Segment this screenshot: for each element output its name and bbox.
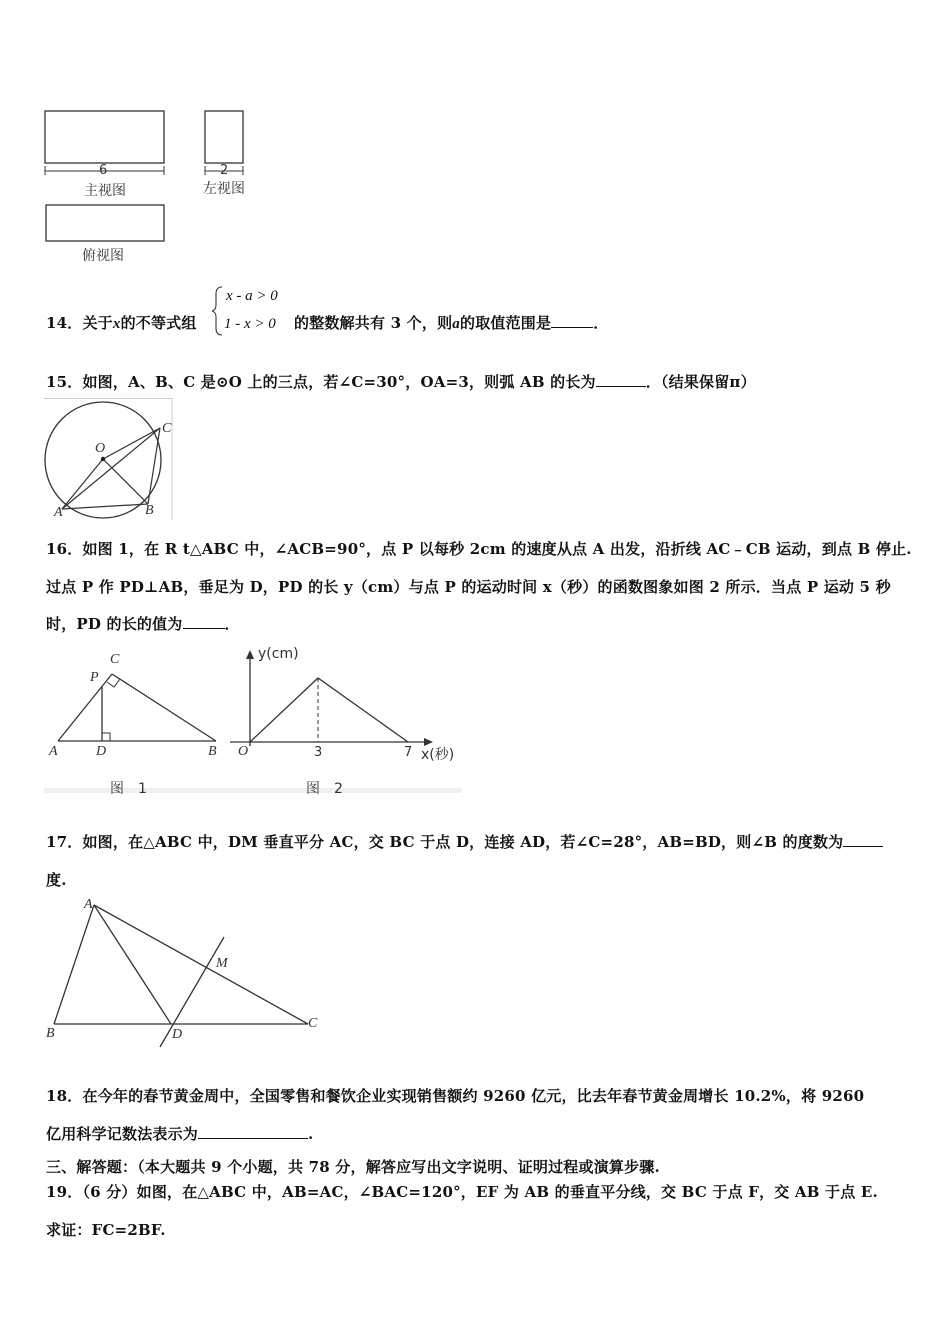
segment-ob xyxy=(103,459,148,504)
q15-answer-blank xyxy=(596,372,646,387)
right-angle-d xyxy=(102,733,110,741)
fig-label-a: A xyxy=(84,897,93,912)
fig2-caption: 图 2 xyxy=(306,781,343,797)
q14-var-x: x xyxy=(112,316,121,332)
top-view-rect xyxy=(46,205,164,241)
fig2-origin: O xyxy=(238,744,249,759)
q19-line2: 求证：FC=2BF. xyxy=(46,1221,166,1239)
q17-line1: 17．如图，在△ABC 中，DM 垂直平分 AC，交 BC 于点 D，连接 AD，若∠C=28°，AB=BD，则∠B 的度数为 xyxy=(46,833,844,851)
segment-ac xyxy=(62,428,160,509)
side-view-dim: 2 xyxy=(220,163,229,178)
label-o: O xyxy=(95,441,106,456)
fig1-label-b: B xyxy=(208,744,217,759)
q19-line1: 19．（6 分）如图，在△ABC 中，AB=AC，∠BAC=120°，EF 为 AB 的垂直平分线，交 BC 于点 F，交 AB 于点 E. xyxy=(46,1183,878,1201)
front-view-dim: 6 xyxy=(99,163,108,178)
segment-oa xyxy=(62,459,103,509)
q16-line1: 16．如图 1，在 R t△ABC 中，∠ACB=90°，点 P 以每秒 2cm 的速度从点 A 出发，沿折线 AC﹣CB 运动，到点 B 停止. xyxy=(46,540,912,558)
graph-line xyxy=(250,678,408,742)
q15-end: ．（结果保留π） xyxy=(645,373,756,391)
q14-post2: 的取值范围是 xyxy=(460,314,552,332)
fig1-label-p: P xyxy=(90,670,99,685)
segment-oc xyxy=(103,428,160,459)
q16-line3: 时，PD 的长的值为 xyxy=(46,615,183,633)
side-view-rect xyxy=(205,111,243,163)
fig-label-c: C xyxy=(308,1016,318,1031)
fig1-label-a: A xyxy=(49,744,58,759)
line-dm xyxy=(160,937,224,1047)
triangle-figure xyxy=(44,893,344,1053)
q16-end: ． xyxy=(224,615,240,633)
fig1-label-c: C xyxy=(110,652,120,667)
front-view-label: 主视图 xyxy=(84,183,126,199)
circle-figure xyxy=(44,398,174,522)
side-cb xyxy=(112,674,216,741)
label-c: C xyxy=(162,421,172,436)
q16-line3-wrap xyxy=(46,613,240,634)
q15-text: 15．如图，A、B、C 是⊙O 上的三点，若∠C=30°，OA=3，则弧 AB 的长为 xyxy=(46,373,596,391)
fig-bg-strip xyxy=(44,788,462,793)
q16-line2: 过点 P 作 PD⊥AB，垂足为 D，PD 的长 y（cm）与点 P 的运动时间 x（秒）的函数图象如图 2 所示．当点 P 运动 5 秒 xyxy=(46,578,891,596)
side-ac xyxy=(94,905,308,1024)
q18-answer-blank xyxy=(198,1124,308,1139)
q14-inequality-1: x - a > 0 xyxy=(226,288,278,304)
q18-line2: 亿用科学记数法表示为 xyxy=(46,1125,199,1143)
fig-label-b: B xyxy=(46,1026,55,1041)
q14-inequality-2: 1 - x > 0 xyxy=(224,316,276,332)
fig2-tick-7: 7 xyxy=(404,745,413,760)
q14-mid: 的不等式组 xyxy=(120,314,197,332)
brace-path xyxy=(212,287,222,335)
q14-answer-blank xyxy=(551,313,593,328)
fig-label-d: D xyxy=(172,1027,183,1042)
fig2-ylabel: y(cm) xyxy=(258,646,299,662)
label-a: A xyxy=(54,505,63,520)
fig2-tick-3: 3 xyxy=(314,745,323,760)
q16-figure-1 xyxy=(44,648,464,798)
side-ab xyxy=(54,905,94,1024)
side-ac xyxy=(58,674,112,741)
q18-line1: 18．在今年的春节黄金周中，全国零售和餐饮企业实现销售额约 9260 亿元，比去年春节黄金周增长 10.2%，将 9260 xyxy=(46,1087,865,1105)
center-dot xyxy=(101,457,105,461)
fig1-caption: 图 1 xyxy=(110,781,147,797)
q16-answer-blank xyxy=(183,614,225,629)
front-view-rect xyxy=(45,111,164,163)
section-3-heading: 三、解答题：（本大题共 9 个小题，共 78 分，解答应写出文字说明、证明过程或演算步骤. xyxy=(46,1158,660,1176)
fig1-label-d: D xyxy=(96,744,107,759)
y-axis-arrow xyxy=(246,650,254,659)
q17-answer-blank xyxy=(843,832,883,847)
q14-brace xyxy=(212,286,224,336)
label-b: B xyxy=(145,503,154,518)
q17-line1-wrap xyxy=(46,831,883,852)
q14-post1: 的整数解共有 3 个，则 xyxy=(294,314,453,332)
q14-var-a: a xyxy=(452,316,460,332)
fig2-xlabel: x(秒) xyxy=(421,747,455,763)
question-14-cont xyxy=(294,312,608,333)
q14-end: ． xyxy=(593,314,609,332)
fig-label-m: M xyxy=(216,956,228,971)
top-view-label: 俯视图 xyxy=(82,248,124,264)
right-angle-c xyxy=(107,679,120,687)
three-views-drawing xyxy=(40,105,300,275)
q14-pre: 14．关于 xyxy=(46,314,113,332)
q18-end: . xyxy=(308,1125,314,1143)
q17-line2: 度. xyxy=(46,871,67,889)
question-15 xyxy=(46,371,756,392)
segment-bc xyxy=(148,428,160,504)
question-14 xyxy=(46,312,197,333)
segment-ad xyxy=(94,905,171,1024)
q18-line2-wrap xyxy=(46,1123,313,1144)
side-view-label: 左视图 xyxy=(203,181,245,197)
